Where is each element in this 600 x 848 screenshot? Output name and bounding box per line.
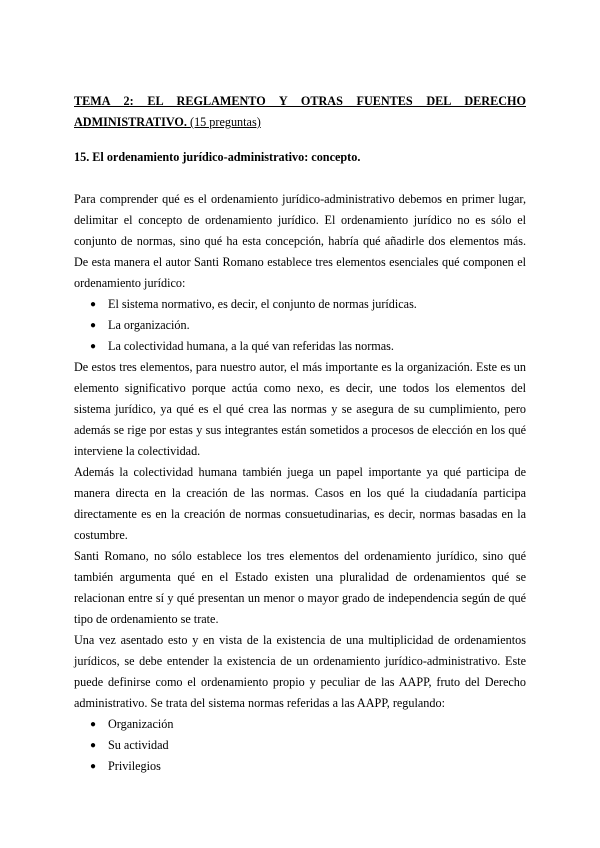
- paragraph-4: Santi Romano, no sólo establece los tres elementos del ordenamiento jurídico, sino qué también argumenta qué en el Estado existen una pluralidad de ordenamientos qué se relacionan entre sí y qué presentan un menor o mayor grado de independencia según de qué tipo de ordenamiento se trate.: [74, 549, 526, 626]
- document-body: [74, 91, 526, 777]
- bullet-icon: ●: [90, 320, 97, 331]
- paragraph-3: Además la colectividad humana también juega un papel importante ya qué participa de manera directa en la creación de las normas. Casos en los qué la ciudadanía participa directamente es en la creación de normas consuetudinarias, es decir, normas basadas en la costumbre.: [74, 465, 526, 542]
- list-item-text: El sistema normativo, es decir, el conjunto de normas jurídicas.: [108, 297, 417, 311]
- paragraph-5: Una vez asentado esto y en vista de la existencia de una multiplicidad de ordenamientos jurídicos, se debe entender la existencia de un ordenamiento jurídico-administrativo. Este puede definirse como el ordenamiento propio y peculiar de las AAPP, fruto del Derecho administrativo. Se trata del sistema normas referidas a las AAPP, regulando:: [74, 633, 526, 710]
- title-note: (15 preguntas): [190, 115, 261, 129]
- bullet-icon: ●: [90, 761, 97, 772]
- list-item: [90, 735, 526, 756]
- bullet-icon: ●: [90, 740, 97, 751]
- list-item-text: La organización.: [108, 318, 190, 332]
- list-item: [90, 336, 526, 357]
- title-text: TEMA 2: EL REGLAMENTO Y OTRAS FUENTES DEL DERECHO ADMINISTRATIVO.: [74, 94, 526, 129]
- list-item-text: Organización: [108, 717, 174, 731]
- bullet-icon: ●: [90, 341, 97, 352]
- paragraph-2: De estos tres elementos, para nuestro autor, el más importante es la organización. Este es un elemento significativo porque actúa como nexo, es decir, une todos los elementos del sistema jurídico, ya qué es el qué crea las normas y se asegura de su cumplimiento, pero además se rige por estas y sus integrantes están sometidos a procesos de elección en los qué interviene la colectividad.: [74, 360, 526, 458]
- list-item: [90, 714, 526, 735]
- section-heading: 15. El ordenamiento jurídico-administrativo: concepto.: [74, 150, 361, 164]
- element-list: [74, 294, 526, 357]
- list-item: [90, 315, 526, 336]
- bullet-icon: ●: [90, 299, 97, 310]
- list-item-text: La colectividad humana, a la qué van referidas las normas.: [108, 339, 394, 353]
- bullet-icon: ●: [90, 719, 97, 730]
- list-item-text: Su actividad: [108, 738, 169, 752]
- document-title: [74, 91, 526, 133]
- list-item: [90, 294, 526, 315]
- list-item-text: Privilegios: [108, 759, 161, 773]
- paragraph-1: Para comprender qué es el ordenamiento jurídico-administrativo debemos en primer lugar, delimitar el concepto de ordenamiento jurídico. El ordenamiento jurídico no es sólo el conjunto de normas, sino qué ha esta concepción, habría qué añadirle dos elementos más. De esta manera el autor Santi Romano establece tres elementos esenciales qué componen el ordenamiento jurídico:: [74, 192, 526, 290]
- list-item: [90, 756, 526, 777]
- regulation-list: [74, 714, 526, 777]
